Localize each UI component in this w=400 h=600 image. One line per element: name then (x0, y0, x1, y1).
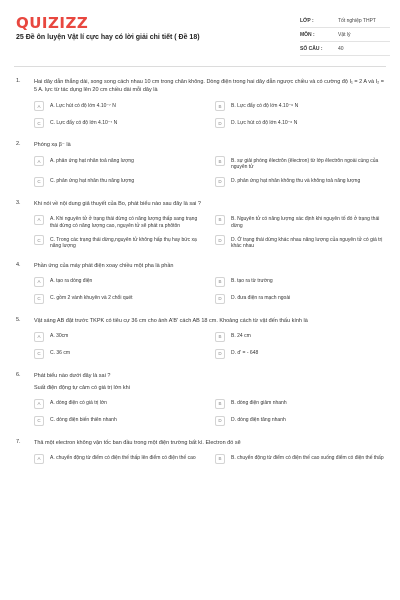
header-divider (14, 66, 386, 67)
option-text: D. Ở trạng thái dừng khác nhau năng lượng của nguyên tử có giá trị khác nhau (231, 236, 383, 249)
option-letter: C (34, 118, 44, 128)
option-letter: A (34, 156, 44, 166)
option-c[interactable] (34, 118, 205, 129)
option-letter: B (215, 399, 225, 409)
option-c[interactable] (34, 294, 205, 305)
question-7 (0, 439, 400, 465)
option-letter: D (215, 177, 225, 187)
option-letter: C (34, 235, 44, 245)
options (34, 215, 386, 250)
question-1 (0, 78, 400, 129)
option-a[interactable] (34, 399, 205, 410)
option-letter: A (34, 277, 44, 287)
option-letter: A (34, 215, 44, 225)
options (34, 277, 386, 305)
meta-row-count (300, 42, 390, 56)
options (34, 454, 386, 465)
question-6 (0, 372, 400, 427)
option-letter: C (34, 294, 44, 304)
option-d[interactable] (215, 349, 386, 360)
question-number: 2. (16, 141, 21, 147)
question-text: Vật sáng AB đặt trước TKPK có tiêu cự 36 cm cho ảnh A'B' cách AB 18 cm. Khoảng cách từ vật đến thấu kính là (34, 317, 308, 324)
question-number: 5. (16, 316, 21, 323)
meta-label: MÔN : (300, 31, 315, 38)
option-text: A. dòng điện có giá trị lớn (50, 400, 107, 406)
question-5 (0, 317, 400, 360)
meta-row-grade (300, 14, 390, 28)
option-d[interactable] (215, 118, 386, 129)
option-b[interactable] (215, 399, 386, 410)
option-d[interactable] (215, 177, 386, 188)
options (34, 332, 386, 360)
option-b[interactable] (215, 156, 386, 171)
option-letter: D (215, 235, 225, 245)
meta-value: 40 (338, 45, 344, 52)
option-text: D. phản ứng hạt nhân không thu và không toả năng lượng (231, 178, 361, 184)
meta-box (300, 14, 390, 56)
option-letter: B (215, 215, 225, 225)
meta-row-subject (300, 28, 390, 42)
meta-value: Tốt nghiệp THPT (338, 17, 376, 24)
option-b[interactable] (215, 454, 386, 465)
question-number: 3. (16, 199, 21, 206)
option-c[interactable] (34, 349, 205, 360)
option-letter: B (215, 332, 225, 342)
option-text: B. sự giải phóng êlectrôn (êlectron) từ lớp êlectrôn ngoài cùng của nguyên tử (231, 157, 379, 170)
document-title: 25 Đề ôn luyện Vật lí cực hay có lời giải chi tiết ( Đề 18) (16, 34, 200, 41)
question-number: 7. (16, 438, 21, 445)
option-c[interactable] (34, 235, 205, 250)
option-letter: D (215, 349, 225, 359)
option-text: C. Trong các trạng thái dừng,nguyên tử không hấp thụ hay bức xạ năng lượng (50, 236, 197, 249)
option-text: A. phản ứng hạt nhân toả năng lượng (50, 157, 134, 164)
option-c[interactable] (34, 177, 205, 188)
option-a[interactable] (34, 156, 205, 171)
question-text: Thả một electron không vận tốc ban đầu trong một điện trường bất kì. Electron đó sẽ (34, 439, 241, 446)
option-text: A. Khi nguyên tử ở trạng thái dừng có năng lượng thấp sang trạng thái dừng có năng lượng cao, nguyên tử sẽ phát ra phôtôn (50, 216, 198, 229)
question-text: Phần ứng của máy phát điện xoay chiều một pha là phần (34, 262, 174, 269)
option-text: C. dòng điện biến thiên nhanh (50, 417, 117, 423)
option-letter: C (34, 416, 44, 426)
option-d[interactable] (215, 235, 386, 250)
option-text: A. 30cm (50, 333, 69, 339)
option-d[interactable] (215, 294, 386, 305)
option-a[interactable] (34, 454, 205, 465)
question-list (0, 78, 400, 477)
question-number: 1. (16, 78, 21, 84)
option-text: B. dòng điện giảm nhanh (231, 400, 287, 406)
option-letter: D (215, 416, 225, 426)
options (34, 399, 386, 427)
options (34, 101, 386, 129)
option-text: D. Lực hút có độ lớn 4.10⁻⁶ N (231, 119, 298, 126)
question-2 (0, 141, 400, 188)
option-text: C. gồm 2 vành khuyên và 2 chổi quét (50, 295, 133, 301)
option-a[interactable] (34, 332, 205, 343)
option-text: A. tạo ra dòng điện (50, 278, 93, 284)
option-text: B. Nguyên tử có năng lượng xác định khi nguyên tố đó ở trạng thái dừng (231, 216, 380, 229)
option-letter: A (34, 454, 44, 464)
option-text: C. Lực đẩy có độ lớn 4.10⁻⁷ N (50, 119, 118, 126)
option-b[interactable] (215, 101, 386, 112)
option-letter: C (34, 177, 44, 187)
question-number: 4. (16, 261, 21, 268)
quizizz-logo: QUIZIZZ (16, 14, 89, 32)
question-text: Phát biểu nào dưới đây là sai ? (34, 372, 111, 379)
option-b[interactable] (215, 215, 386, 230)
question-4 (0, 262, 400, 305)
option-b[interactable] (215, 332, 386, 343)
option-letter: C (34, 349, 44, 359)
question-subtext: Suất điện động tự cảm có giá trị lớn khi (34, 384, 130, 391)
question-3 (0, 200, 400, 250)
option-letter: B (215, 101, 225, 111)
meta-label: SỐ CÂU : (300, 45, 323, 52)
meta-label: LỚP : (300, 17, 314, 24)
option-text: B. 24 cm (231, 333, 251, 339)
option-letter: B (215, 277, 225, 287)
option-text: D. d' = - 648 (231, 350, 259, 356)
option-letter: B (215, 454, 225, 464)
meta-value: Vật lý (338, 31, 351, 38)
option-text: B. Lực đẩy có độ lớn 4.10⁻⁶ N (231, 102, 299, 109)
question-text: Phóng xạ β⁻ là (34, 142, 71, 148)
option-text: A. Lực hút có độ lớn 4.10⁻⁷ N (50, 102, 116, 109)
option-text: A. chuyển động từ điểm có điện thế thấp lên điểm có điện thế cao (50, 455, 196, 461)
option-letter: B (215, 156, 225, 166)
question-number: 6. (16, 371, 21, 378)
question-text: Khi nói về nội dung giả thuyết của Bo, phát biểu nào sau đây là sai ? (34, 200, 201, 207)
option-letter: D (215, 118, 225, 128)
option-letter: D (215, 294, 225, 304)
question-text: Hai dây dẫn thẳng dài, song song cách nhau 10 cm trong chân không. Dòng điện trong hai dây dẫn ngược chiều và có cường độ I₁ = 2 A và I₂ = 5 A. lực từ tác dụng lên 20 cm chiều dài mỗi dây là (34, 79, 385, 93)
option-a[interactable] (34, 101, 205, 112)
option-a[interactable] (34, 215, 205, 230)
option-letter: A (34, 332, 44, 342)
option-text: C. 36 cm (50, 350, 71, 356)
option-c[interactable] (34, 416, 205, 427)
option-a[interactable] (34, 277, 205, 288)
option-text: B. tạo ra từ trường (231, 278, 273, 284)
option-text: B. chuyển động từ điểm có điện thế cao xuống điểm có điện thế thấp (231, 455, 384, 461)
option-text: D. dòng điện tăng nhanh (231, 417, 286, 423)
page-header (0, 0, 400, 66)
options (34, 156, 386, 188)
option-text: C. phản ứng hạt nhân thu năng lượng (50, 178, 135, 184)
option-b[interactable] (215, 277, 386, 288)
option-d[interactable] (215, 416, 386, 427)
option-letter: A (34, 101, 44, 111)
option-letter: A (34, 399, 44, 409)
option-text: D. đưa điện ra mạch ngoài (231, 295, 291, 301)
